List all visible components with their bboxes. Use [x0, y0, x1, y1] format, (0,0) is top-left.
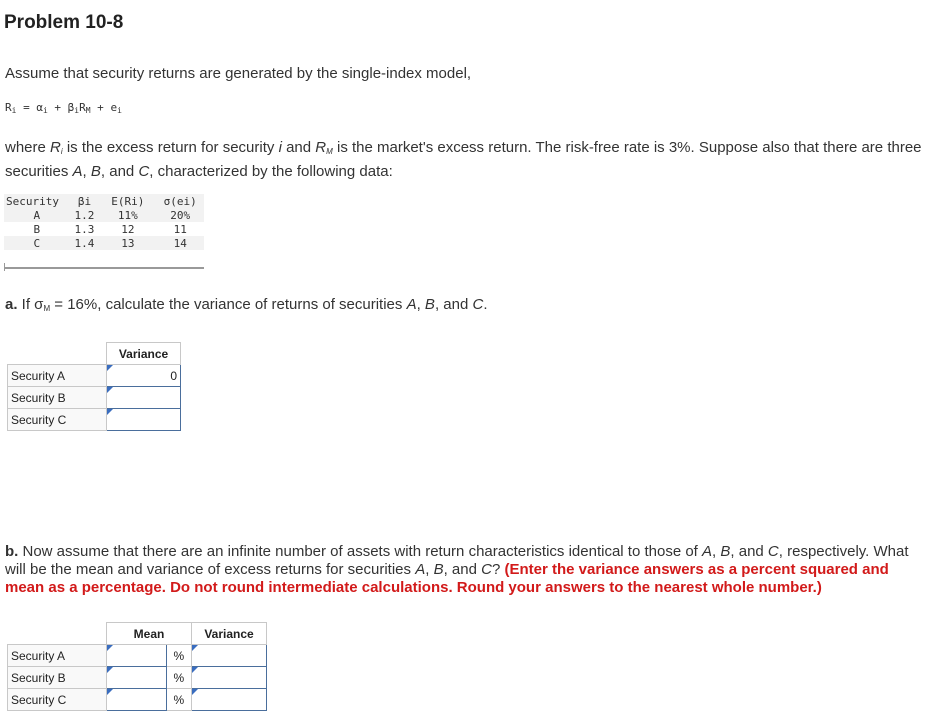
row-label-security-b: Security B: [8, 387, 107, 409]
row-label-security-c: Security C: [8, 409, 107, 431]
table-row: [8, 667, 267, 689]
part-a-question: a. If $\sigma_M = 16\%$, calculate the variance of returns of securities A, B, and C.: [5, 296, 488, 313]
row-label-security-b: Security B: [8, 667, 107, 689]
answer-instructions: (Enter the variance answers as a percent squared and mean as a percentage. Do not round intermediate calculations. Round your answers to the nearest whole number.): [5, 561, 889, 596]
column-variance: Variance: [192, 623, 267, 645]
problem-title: Problem 10-8: [4, 12, 124, 33]
percent-unit: %: [166, 667, 191, 689]
table-rule-tick: [4, 263, 5, 271]
mean-input-c[interactable]: [107, 689, 167, 711]
variance-input-c[interactable]: [192, 689, 267, 711]
mean-input-b[interactable]: [107, 667, 167, 689]
table-bottom-rule: [4, 267, 204, 269]
mean-input-a[interactable]: [107, 645, 167, 667]
row-label-security-a: Security A: [8, 365, 107, 387]
intro-text: Assume that security returns are generated by the single-index model,: [5, 65, 472, 82]
part-b-answer-grid: [7, 622, 267, 711]
header-expected-return: E(Ri): [111, 194, 145, 208]
table-row: [8, 689, 267, 711]
variance-input-b[interactable]: [107, 387, 181, 409]
table-row: B 1.3 12 11: [33, 222, 187, 236]
header-security: Security: [6, 194, 59, 208]
table-row: [8, 387, 181, 409]
variance-input-b[interactable]: [192, 667, 267, 689]
security-data-table: [4, 194, 204, 250]
data-table-header: [4, 194, 204, 208]
row-label-security-c: Security C: [8, 689, 107, 711]
table-row: C 1.4 13 14: [4, 236, 204, 250]
percent-unit: %: [166, 689, 191, 711]
variance-input-c[interactable]: [107, 409, 181, 431]
table-row: [8, 365, 181, 387]
definition-paragraph: where $R_i$ is the excess return for security i and $R_M$ is the market's excess return. The risk-free rate is 3%. Suppose also that there are three securities A, B, and C, characterized by the following data:: [5, 139, 922, 180]
table-row: [8, 409, 181, 431]
table-row: [8, 645, 267, 667]
table-row: A 1.2 11% 20%: [4, 208, 204, 222]
row-label-security-a: Security A: [8, 645, 107, 667]
column-mean: Mean: [107, 623, 192, 645]
single-index-formula: $R_i = \alpha_i + \beta_iR_M + e_i$: [5, 101, 122, 115]
percent-unit: %: [166, 645, 191, 667]
header-beta: βi: [77, 194, 92, 208]
header-residual-sd: σ(ei): [163, 194, 197, 208]
variance-input-a[interactable]: [192, 645, 267, 667]
part-a-answer-grid: [7, 342, 181, 431]
variance-input-a[interactable]: 0: [107, 365, 181, 387]
part-b-question: b. Now assume that there are an infinite number of assets with return characteristics identical to those of A, B, and C, respectively. What will be the mean and variance of excess returns for securities A, B, and C? (Enter the variance answers as a percent squared and mean as a percentage. Do not round intermediate calculations. Round your answers to the nearest whole number.): [5, 543, 909, 596]
column-variance: Variance: [107, 343, 181, 365]
